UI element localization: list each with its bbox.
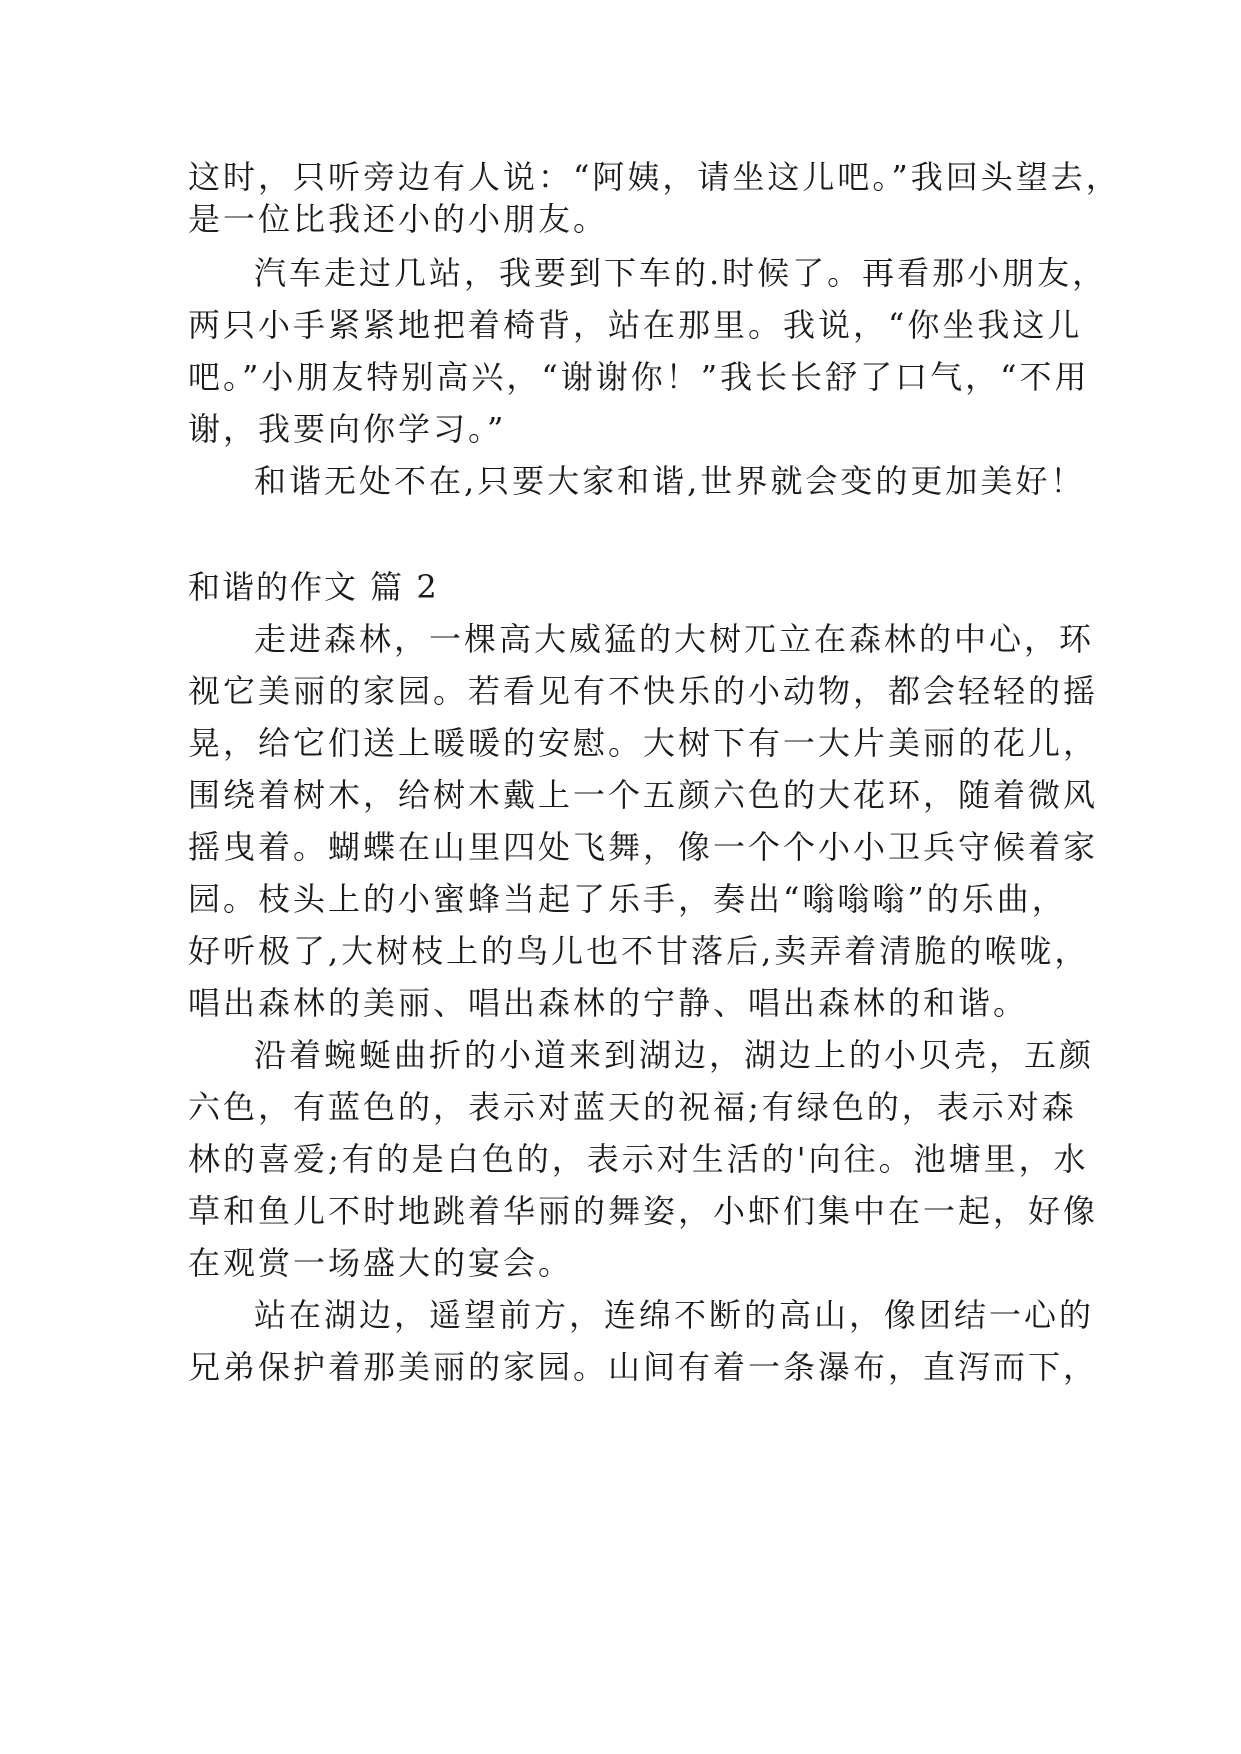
text-line: 唱出森林的美丽、唱出森林的宁静、唱出森林的和谐。 [188,984,1029,1022]
paragraph-start-line: 和谐无处不在,只要大家和谐,世界就会变的更加美好！ [254,462,1086,500]
text-line: 草和鱼儿不时地跳着华丽的舞姿，小虾们集中在一起，好像 [188,1192,1099,1230]
text-line: 视它美丽的家园。若看见有不快乐的小动物，都会轻轻的摇 [188,672,1099,710]
text-line: 围绕着树木，给树木戴上一个五颜六色的大花环，随着微风 [188,776,1099,814]
text-line: 这时，只听旁边有人说：“阿姨，请坐这儿吧。”我回头望去， [188,158,1121,196]
paragraph-start-line: 站在湖边，遥望前方，连绵不断的高山，像团结一心的 [254,1296,1095,1334]
paragraph-start-line: 沿着蜿蜒曲折的小道来到湖边，湖边上的小贝壳，五颜 [254,1036,1095,1074]
text-line: 园。枝头上的小蜜蜂当起了乐手，奏出“嗡嗡嗡”的乐曲， [188,880,1067,918]
text-line: 吧。”小朋友特别高兴，“谢谢你！”我长长舒了口气，“不用 [188,358,1090,396]
section-heading: 和谐的作文 篇 2 [188,568,439,606]
text-line: 林的喜爱;有的是白色的，表示对生活的'向往。池塘里，水 [188,1140,1089,1178]
text-line: 晃，给它们送上暖暖的安慰。大树下有一大片美丽的花儿， [188,724,1099,762]
text-line: 两只小手紧紧地把着椅背，站在那里。我说，“你坐我这儿 [188,306,1083,344]
text-line: 谢，我要向你学习。” [188,410,507,448]
text-line: 是一位比我还小的小朋友。 [188,200,609,238]
text-line: 六色，有蓝色的，表示对蓝天的祝福;有绿色的，表示对森 [188,1088,1077,1126]
text-line: 好听极了,大树枝上的鸟儿也不甘落后,卖弄着清脆的喉咙， [188,932,1090,970]
paragraph-start-line: 汽车走过几站，我要到下车的.时候了。再看那小朋友， [254,254,1108,292]
text-line: 在观赏一场盛大的宴会。 [188,1244,574,1282]
paragraph-start-line: 走进森林，一棵高大威猛的大树兀立在森林的中心，环 [254,620,1095,658]
text-line: 摇曳着。蝴蝶在山里四处飞舞，像一个个小小卫兵守候着家 [188,828,1099,866]
text-line: 兄弟保护着那美丽的家园。山间有着一条瀑布，直泻而下， [188,1348,1099,1386]
